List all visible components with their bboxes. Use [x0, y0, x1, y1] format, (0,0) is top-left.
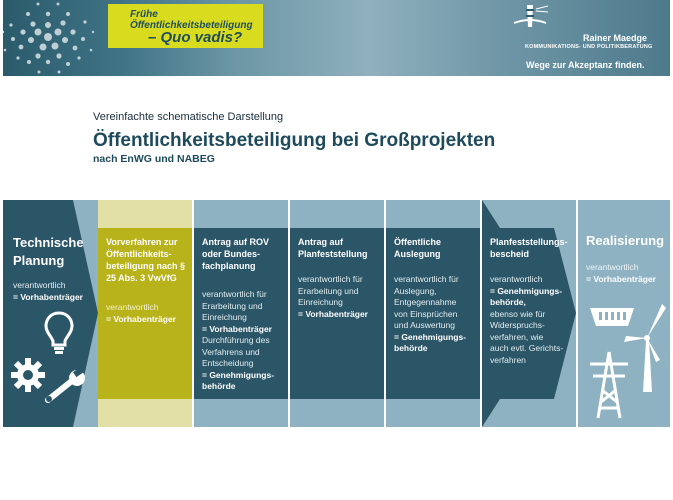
step-technische-planung — [3, 200, 98, 427]
step-3-line-3: Einreichung — [202, 312, 247, 322]
step-3-line-9: behörde — [202, 381, 236, 391]
dots-decoration-icon — [3, 0, 103, 76]
power-pylon-icon — [588, 350, 630, 420]
step-3-line-4: = Vorhabenträger — [202, 323, 272, 334]
step-2-line-2: = Vorhabenträger — [106, 313, 176, 324]
step-6-line-4: ebenso wie für — [490, 308, 546, 319]
step-5-title: Öffentliche Auslegung — [394, 237, 442, 259]
step-5-line-3: Entgegennahme — [394, 297, 457, 307]
header-banner — [3, 0, 670, 76]
step-5-line-6: = Genehmigungs- — [394, 331, 467, 342]
step-4-line-4: = Vorhabenträger — [298, 308, 368, 319]
brand-name: Rainer Maedge — [583, 33, 648, 43]
step-4-line-3: Einreichung — [298, 297, 343, 307]
step-3-line-5: Durchführung des — [202, 335, 270, 345]
step-1-line-1: verantwortlich — [13, 280, 66, 290]
step-3-line-8: = Genehmigungs- — [202, 369, 275, 380]
step-7-title: Realisierung — [586, 233, 665, 248]
step-vorverfahren — [98, 200, 192, 427]
step-6-line-5: Widerspruchs- — [490, 320, 545, 330]
step-3-line-1: verantwortlich für — [202, 289, 267, 299]
step-6-line-8: verfahren — [490, 354, 526, 365]
step-4-line-1: verantwortlich für — [298, 274, 363, 284]
step-4-title: Antrag auf Planfeststellung — [298, 237, 368, 259]
step-antrag-planfeststellung — [290, 200, 384, 427]
step-6-line-3: behörde, — [490, 297, 526, 307]
step-5-line-4: von Einsprüchen — [394, 308, 458, 319]
step-5-line-5: und Auswertung — [394, 320, 455, 330]
brand-subtitle: KOMMUNIKATIONS- UND POLITIKBERATUNG — [525, 44, 653, 50]
lighthouse-logo-icon — [510, 3, 550, 29]
step-5-line-1: verantwortlich für — [394, 274, 459, 284]
step-7-line-2: = Vorhabenträger — [586, 273, 656, 284]
step-6-title: Planfeststellungs-bescheid — [490, 237, 568, 259]
step-4-line-2: Erarbeitung und — [298, 285, 359, 296]
step-2-title: Vorverfahren zur Öffentlichkeits-beteiligung nach § 25 Abs. 3 VwVfG — [106, 237, 186, 283]
step-planfeststellungsbescheid — [482, 200, 576, 427]
page-subtitle: nach EnWG und NABEG — [93, 153, 215, 165]
step-6-line-1: verantwortlich — [490, 274, 543, 284]
step-3-line-7: Entscheidung — [202, 358, 254, 368]
step-realisierung — [578, 200, 670, 427]
step-6-line-2: = Genehmigungs- — [490, 285, 563, 296]
step-1-line-2: = Vorhabenträger — [13, 291, 83, 302]
badge-line1: Frühe — [130, 9, 158, 20]
step-antrag-rov — [194, 200, 288, 427]
step-2-line-1: verantwortlich — [106, 302, 159, 312]
step-3-title: Antrag auf ROV oder Bundes-fachplanung — [202, 237, 270, 271]
step-6-line-6: verfahren, wie — [490, 331, 544, 342]
badge-line3: – Quo vadis? — [148, 29, 243, 46]
step-7-line-1: verantwortlich — [586, 262, 639, 272]
page-title: Öffentlichkeitsbeteiligung bei Großprojekten — [93, 130, 496, 151]
gear-icon — [10, 357, 46, 393]
step-3-line-2: Erarbeitung und — [202, 300, 263, 311]
slogan: Wege zur Akzeptanz finden. — [526, 60, 645, 70]
title-badge — [108, 4, 263, 48]
step-5-line-2: Auslegung, — [394, 285, 437, 296]
step-5-line-7: behörde — [394, 343, 428, 353]
step-1-title: Technische Planung — [13, 235, 84, 268]
wrench-icon — [43, 370, 91, 406]
step-oeffentliche-auslegung — [386, 200, 480, 427]
badge-line2: Öffentlichkeitsbeteiligung — [130, 20, 253, 31]
step-3-line-6: Verfahrens und — [202, 346, 260, 357]
lightbulb-icon — [43, 310, 75, 356]
step-6-line-7: auch evtl. Gerichts- — [490, 343, 564, 353]
kicker-text: Vereinfachte schematische Darstellung — [93, 111, 284, 123]
